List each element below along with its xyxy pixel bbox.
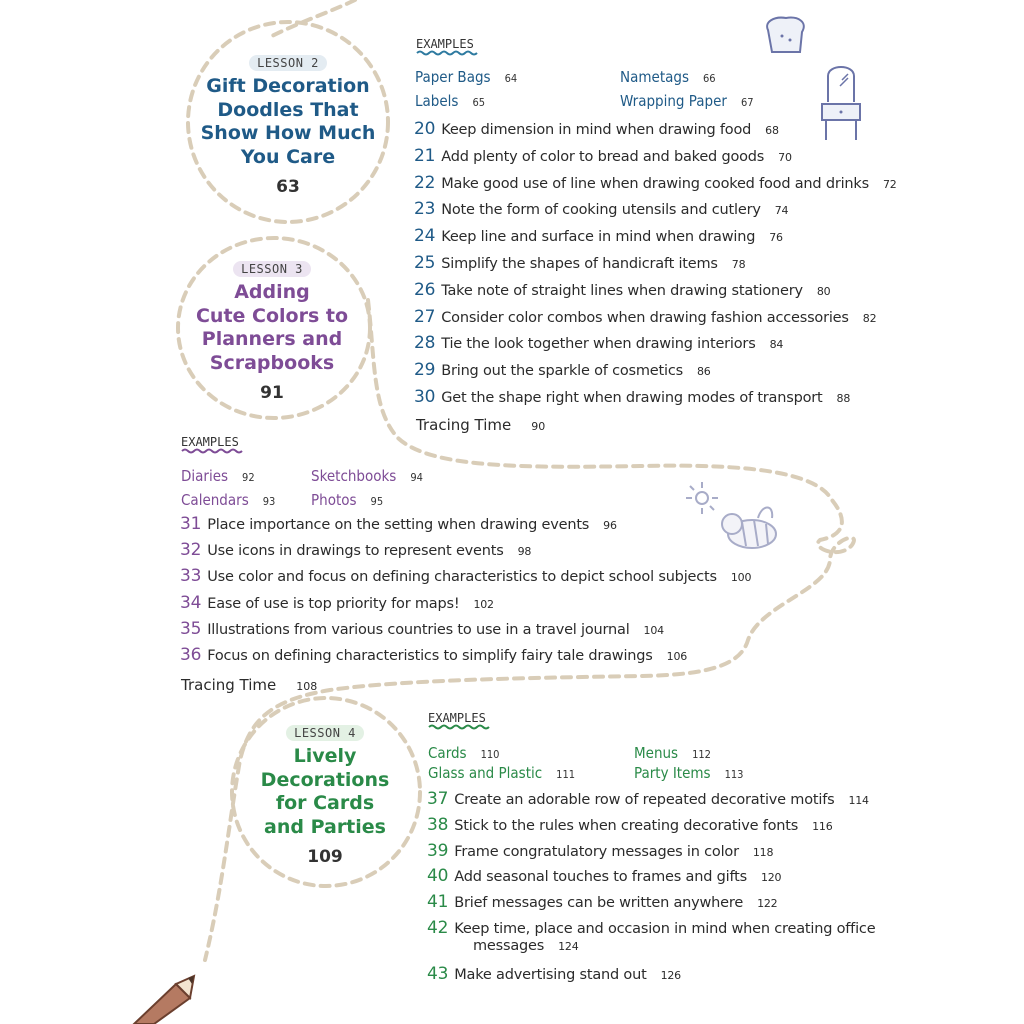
tip-number: 34 [180, 592, 202, 613]
tip-item[interactable] [180, 645, 687, 665]
tip-page: 72 [882, 177, 897, 191]
tip-page: 82 [862, 311, 877, 325]
example-item[interactable]: Nametags 66 [620, 68, 716, 86]
tip-page: 80 [816, 284, 831, 298]
tip-number: 32 [180, 540, 202, 561]
tip-text: Keep time, place and occasion in mind when creating office [454, 921, 876, 937]
tip-item[interactable] [427, 815, 833, 835]
tip-item[interactable] [427, 964, 681, 984]
tip-item[interactable] [414, 307, 876, 327]
tip-text: Focus on defining characteristics to simplify fairy tale drawings [207, 648, 653, 664]
tip-page: 106 [666, 650, 688, 663]
tip-text: Create an adorable row of repeated decorative motifs [454, 792, 835, 808]
example-item[interactable]: Menus 112 [634, 744, 711, 762]
tip-number: 43 [427, 963, 449, 984]
tip-number: 28 [414, 333, 436, 354]
bread-icon [762, 14, 810, 56]
tip-number: 25 [414, 253, 436, 273]
tip-text: Add seasonal touches to frames and gifts [454, 869, 747, 886]
example-item[interactable]: Photos 95 [311, 491, 384, 509]
lesson2-examples-label: EXAMPLES [416, 37, 478, 56]
example-item[interactable]: Labels 65 [415, 92, 486, 110]
tip-number: 33 [180, 566, 202, 587]
tip-item[interactable] [414, 173, 897, 193]
lesson3-block [184, 258, 360, 403]
tip-number: 24 [414, 226, 436, 247]
tip-page: 122 [757, 897, 778, 911]
example-item[interactable]: Diaries 92 [181, 467, 255, 485]
lesson3-page: 91 [260, 383, 284, 403]
example-item[interactable]: Sketchbooks 94 [311, 467, 423, 485]
lesson2-title: Gift Decoration Doodles That Show How Much You Care [200, 75, 376, 168]
tip-text: Use color and focus on defining characteristics to depict school subjects [207, 569, 717, 586]
tip-number: 31 [180, 514, 202, 534]
tip-number: 39 [427, 840, 449, 861]
tip-item[interactable] [427, 866, 781, 886]
tip-page: 96 [603, 519, 617, 532]
tip-text-line2: messages [473, 938, 545, 954]
tip-item[interactable] [180, 566, 751, 586]
example-item[interactable]: Glass and Plastic 111 [428, 764, 576, 782]
tip-number: 29 [414, 360, 436, 381]
lesson2-badge: LESSON 2 [249, 55, 327, 71]
tip-number: 27 [414, 306, 436, 327]
tip-page: 100 [730, 571, 752, 585]
tip-number: 26 [414, 279, 436, 300]
tip-number: 20 [414, 119, 436, 139]
example-item[interactable]: Paper Bags 64 [415, 68, 518, 86]
tip-page: 116 [812, 819, 833, 833]
lesson4-badge: LESSON 4 [286, 725, 364, 741]
tip-number: 38 [427, 814, 449, 835]
tip-number: 37 [427, 789, 449, 809]
tip-text: Brief messages can be written anywhere [454, 895, 744, 912]
tip-item[interactable] [180, 540, 531, 560]
example-item[interactable]: Calendars 93 [181, 491, 276, 509]
tip-text: Consider color combos when drawing fashion accessories [441, 309, 849, 326]
tip-text: Simplify the shapes of handicraft items [441, 256, 718, 272]
tip-page: 120 [760, 871, 782, 885]
tip-page: 70 [778, 150, 792, 164]
tip-item[interactable] [414, 360, 711, 380]
lesson2-tracing-time[interactable]: Tracing Time 90 [416, 416, 546, 434]
tip-page: 98 [517, 545, 532, 559]
tip-page: 118 [752, 845, 774, 859]
tip-page: 114 [848, 794, 869, 807]
tip-text: Bring out the sparkle of cosmetics [441, 363, 683, 380]
lesson3-examples-label: EXAMPLES [181, 435, 243, 454]
tip-text: Keep line and surface in mind when drawing [441, 229, 756, 246]
tip-number: 22 [414, 172, 436, 193]
bee-icon [712, 500, 792, 560]
tip-item[interactable] [414, 333, 783, 353]
tip-page: 104 [643, 623, 664, 637]
lesson4-examples-label: EXAMPLES [428, 711, 490, 730]
tip-item[interactable] [427, 789, 869, 809]
tip-item[interactable] [414, 253, 745, 273]
tip-item[interactable] [180, 619, 664, 639]
tip-item[interactable] [414, 226, 783, 246]
lesson3-title: Adding Cute Colors to Planners and Scrapbooks [195, 281, 349, 374]
tip-text: Add plenty of color to bread and baked goods [441, 148, 765, 165]
tip-item[interactable] [180, 514, 617, 534]
tip-text: Get the shape right when drawing modes of transport [441, 390, 823, 406]
pencil-icon [130, 972, 200, 1024]
tip-item[interactable] [414, 146, 792, 166]
tip-text: Stick to the rules when creating decorative fonts [454, 817, 799, 834]
example-item[interactable]: Cards 110 [428, 744, 500, 762]
tip-item[interactable] [180, 593, 494, 613]
tip-item[interactable] [427, 918, 875, 954]
tip-text: Illustrations from various countries to use in a travel journal [207, 621, 630, 638]
lesson2-block [196, 52, 380, 197]
tip-page: 126 [660, 968, 681, 982]
tip-text: Note the form of cooking utensils and cutlery [441, 202, 761, 219]
tip-page: 88 [836, 392, 851, 405]
tip-text: Keep dimension in mind when drawing food [441, 122, 752, 138]
tip-text: Place importance on the setting when drawing events [207, 517, 590, 533]
tip-number: 36 [180, 645, 202, 665]
tip-text-continued [427, 938, 875, 954]
tip-item[interactable] [427, 892, 777, 912]
lesson3-tracing-time[interactable]: Tracing Time 108 [181, 676, 318, 694]
tip-item[interactable] [414, 387, 850, 407]
tip-page: 86 [696, 365, 711, 379]
lesson4-title: Lively Decorations for Cards and Parties [260, 745, 390, 838]
tip-number: 21 [414, 145, 436, 166]
tip-number: 41 [427, 892, 449, 913]
tip-text: Ease of use is top priority for maps! [207, 595, 460, 612]
tip-item[interactable] [414, 199, 788, 219]
tip-item[interactable] [427, 841, 773, 861]
tip-page: 78 [731, 258, 746, 271]
tip-page: 74 [774, 204, 789, 218]
tip-item[interactable] [414, 119, 779, 139]
lesson4-page: 109 [307, 847, 343, 867]
example-item[interactable]: Party Items 113 [634, 764, 744, 782]
tip-text: Make good use of line when drawing cooked food and drinks [441, 175, 869, 192]
tip-page: 102 [473, 597, 494, 611]
tip-number: 35 [180, 618, 202, 639]
tip-number: 40 [427, 866, 449, 887]
tip-page: 76 [769, 231, 783, 245]
tip-text: Take note of straight lines when drawing stationery [441, 282, 803, 299]
tip-text: Make advertising stand out [454, 966, 647, 983]
example-item[interactable]: Wrapping Paper 67 [620, 92, 754, 110]
tip-page: 124 [558, 940, 579, 953]
tip-number: 23 [414, 199, 436, 220]
lesson3-badge: LESSON 3 [233, 261, 311, 277]
lesson4-block [240, 722, 410, 867]
tip-page: 68 [765, 124, 779, 137]
tip-text: Tie the look together when drawing interiors [441, 336, 756, 353]
tip-text: Frame congratulatory messages in color [454, 843, 739, 860]
tip-page: 84 [769, 338, 784, 352]
vanity-mirror-icon [818, 62, 864, 144]
tip-number: 42 [427, 918, 449, 938]
tip-item[interactable] [414, 280, 830, 300]
tip-text: Use icons in drawings to represent events [207, 543, 504, 560]
tip-number: 30 [414, 387, 436, 407]
lesson2-page: 63 [276, 177, 300, 197]
